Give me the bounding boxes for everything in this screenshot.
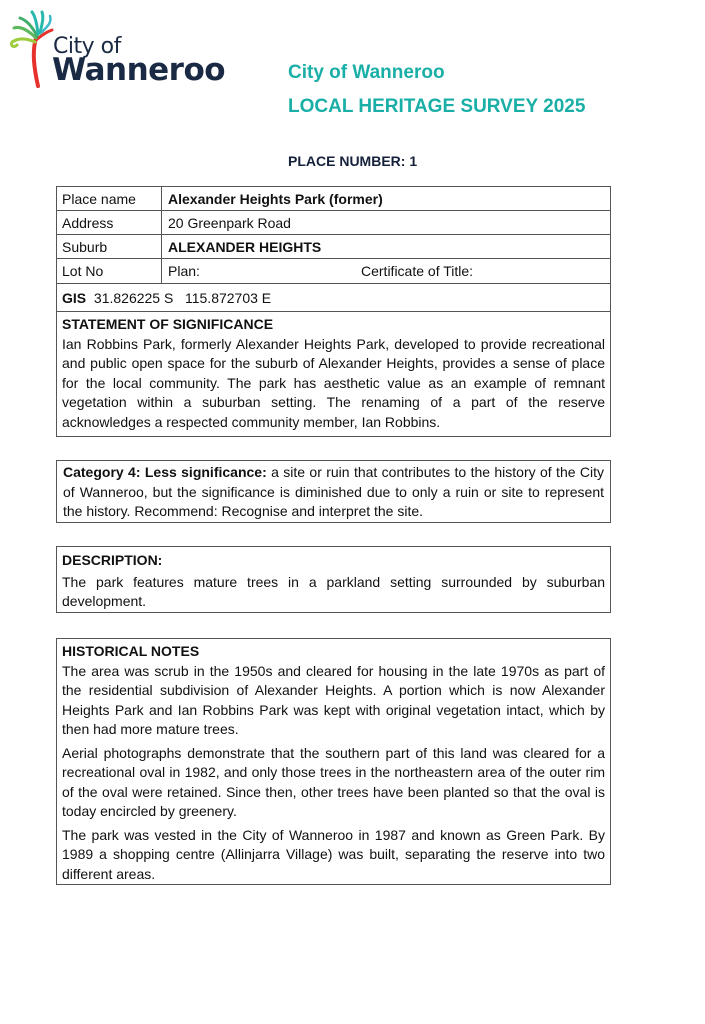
logo-text-city-of: City of: [53, 34, 121, 59]
statement-text: Ian Robbins Park, formerly Alexander Heights Park, developed to provide recreational and public open space for the suburb of Alexander Heights, provides a sense of place for the local community. The park has aesthetic value as an example of remnant vegetation within a suburban setting. The renaming of a part of the reserve acknowledges a respected community member, Ian Robbins.: [62, 335, 605, 430]
historical-notes-box: [56, 638, 611, 885]
organisation-heading: City of Wanneroo: [288, 62, 445, 83]
historical-notes-title: HISTORICAL NOTES: [62, 643, 200, 659]
address-value: 20 Greenpark Road: [168, 215, 291, 231]
address-label: Address: [62, 215, 114, 231]
historical-notes-paragraph: The park was vested in the City of Wanneroo in 1987 and known as Green Park. By 1989 a shopping centre (Allinjarra Village) was built, separating the reserve into two different areas.: [62, 826, 605, 882]
gis-label: GIS: [62, 290, 87, 306]
lot-no-label: Lot No: [62, 263, 104, 279]
place-number: PLACE NUMBER: 1: [288, 153, 418, 169]
description-box: [56, 546, 611, 613]
suburb-value: ALEXANDER HEIGHTS: [168, 239, 322, 255]
gis-coordinates-value: 31.826225 S 115.872703 E: [93, 290, 272, 306]
place-name-label: Place name: [62, 191, 136, 207]
category-text: a site or ruin that contributes to the history of the City of Wanneroo, but the significance is diminished due to only a ruin or site to represent the history. Recommend: Recognise and interpret the site.: [63, 464, 604, 519]
description-text: The park features mature trees in a parkland setting surrounded by suburban development.: [62, 573, 605, 609]
table-row-suburb: [57, 235, 610, 259]
table-row-gis: [57, 284, 610, 312]
suburb-label: Suburb: [62, 239, 108, 255]
logo-text-wanneroo: Wanneroo: [52, 52, 226, 88]
historical-notes-paragraph: The area was scrub in the 1950s and cleared for housing in the late 1970s as part of the residential subdivision of Alexander Heights. A portion which is now Alexander Heights Park and Ian Robbins Park was kept with original vegetation intact, which by then had more mature trees.: [62, 662, 605, 737]
historical-notes-paragraph: Aerial photographs demonstrate that the southern part of this land was cleared for a recreational oval in 1982, and only those trees in the northeastern area of the outer rim of the oval were retained. Since then, other trees have been planted so that the oval is today encircled by greenery.: [62, 744, 605, 819]
statement-title: STATEMENT OF SIGNIFICANCE: [62, 316, 274, 332]
place-name-value: Alexander Heights Park (former): [168, 191, 383, 207]
gis-line: [62, 289, 271, 309]
table-row-lot-no: [57, 259, 610, 284]
category-text-block: [63, 463, 604, 522]
category-label: Category 4: Less significance:: [63, 464, 267, 480]
table-row-address: [57, 211, 610, 235]
statement-of-significance-section: [57, 312, 610, 432]
table-row-place-name: [57, 187, 610, 211]
place-details-table: [56, 186, 611, 437]
document-title: LOCAL HERITAGE SURVEY 2025: [288, 96, 586, 117]
city-of-wanneroo-logo: [8, 8, 228, 88]
category-box: [56, 460, 611, 523]
kangaroo-paw-logo-icon: [8, 8, 56, 88]
plan-label: Plan:: [168, 263, 200, 279]
certificate-of-title-label: Certificate of Title:: [361, 263, 474, 279]
description-title: DESCRIPTION:: [62, 552, 163, 568]
